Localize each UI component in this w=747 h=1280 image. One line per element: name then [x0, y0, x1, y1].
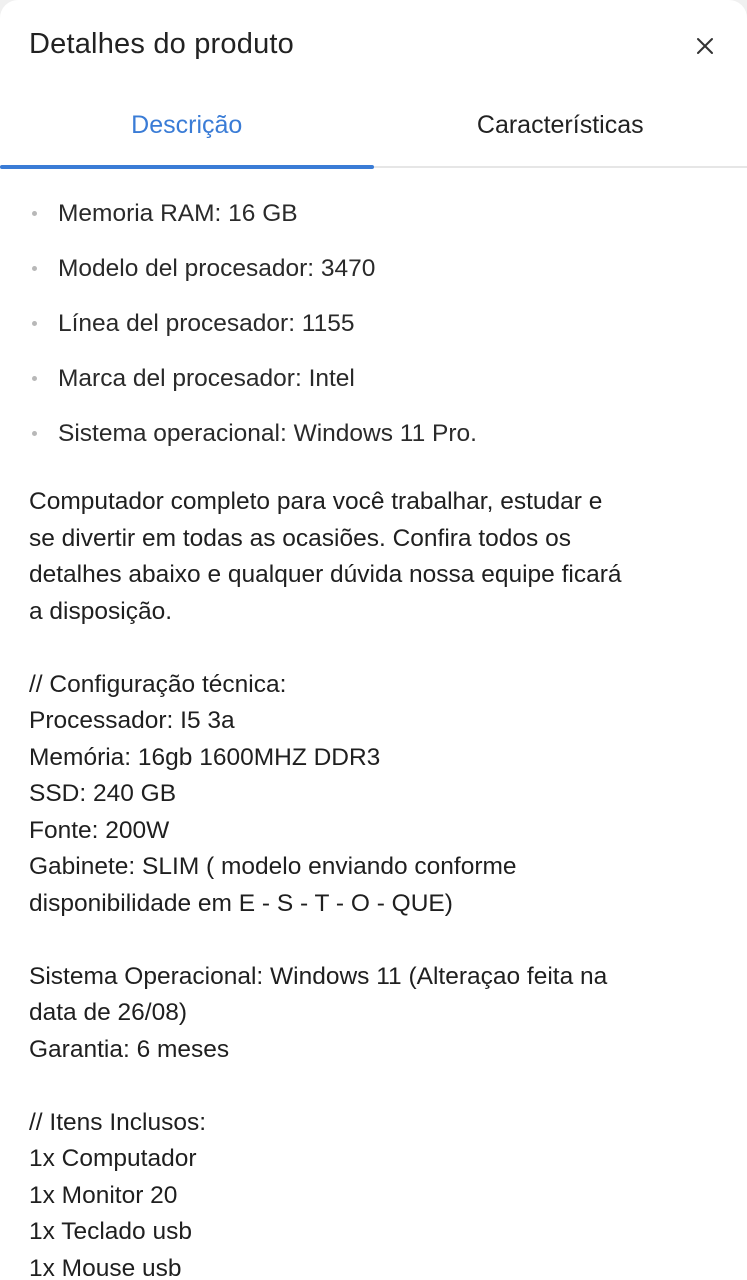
bullet-dot-icon: [32, 321, 37, 326]
spec-item: [29, 406, 719, 461]
spec-item: [29, 241, 719, 296]
spec-list: [29, 186, 719, 461]
intro-line: a disposição.: [29, 597, 173, 625]
active-tab-indicator: [0, 165, 374, 169]
config-line: SSD: 240 GB: [29, 780, 177, 807]
sheet-title: Detalhes do produto: [29, 28, 294, 60]
spec-text: Memoria RAM: 16 GB: [58, 200, 298, 227]
paragraph-gap: [29, 1068, 719, 1105]
intro-line: detalhes abaixo e qualquer dúvida nossa equipe ficará: [29, 561, 622, 588]
paragraph-gap: [29, 922, 719, 959]
spec-text: Sistema operacional: Windows 11 Pro.: [58, 420, 477, 447]
system-line: data de 26/08): [29, 999, 188, 1026]
close-button[interactable]: [689, 30, 721, 62]
system-line: Sistema Operacional: Windows 11 (Alteraçao feita na: [29, 962, 608, 990]
intro-line: se divertir em todas as ocasiões. Confira todos os: [29, 524, 571, 552]
system-line: Garantia: 6 meses: [29, 1035, 230, 1063]
paragraph-gap: [29, 630, 719, 667]
items-line: // Itens Inclusos:: [29, 1108, 207, 1136]
spec-item: [29, 351, 719, 406]
sheet-header: [0, 0, 747, 92]
config-line: disponibilidade em E - S - T - O - QUE): [29, 889, 453, 917]
config-line: Gabinete: SLIM ( modelo enviando conforme: [29, 853, 517, 880]
items-line: 1x Monitor 20: [29, 1181, 178, 1209]
tab-descricao[interactable]: Descrição: [131, 111, 243, 139]
bullet-dot-icon: [32, 211, 37, 216]
close-icon: [689, 30, 721, 62]
tab-caracteristicas[interactable]: Características: [476, 111, 644, 139]
spec-text: Modelo del procesador: 3470: [58, 255, 376, 282]
bullet-dot-icon: [32, 431, 37, 436]
spec-item: [29, 186, 719, 241]
config-line: Fonte: 200W: [29, 816, 170, 844]
config-line: Memória: 16gb 1600MHZ DDR3: [29, 743, 381, 771]
bullet-dot-icon: [32, 266, 37, 271]
description-content: [0, 168, 747, 1280]
items-line: 1x Computador: [29, 1145, 197, 1172]
product-description: [29, 484, 719, 1280]
items-line: 1x Teclado usb: [29, 1218, 192, 1245]
items-line: 1x Mouse usb: [29, 1254, 182, 1280]
tab-bar: [0, 92, 747, 168]
spec-text: Marca del procesador: Intel: [58, 365, 355, 392]
config-line: // Configuração técnica:: [29, 670, 287, 698]
intro-line: Computador completo para você trabalhar, estudar e: [29, 488, 603, 515]
config-line: Processador: I5 3a: [29, 707, 235, 734]
spec-text: Línea del procesador: 1155: [58, 310, 355, 337]
bullet-dot-icon: [32, 376, 37, 381]
spec-item: [29, 296, 719, 351]
